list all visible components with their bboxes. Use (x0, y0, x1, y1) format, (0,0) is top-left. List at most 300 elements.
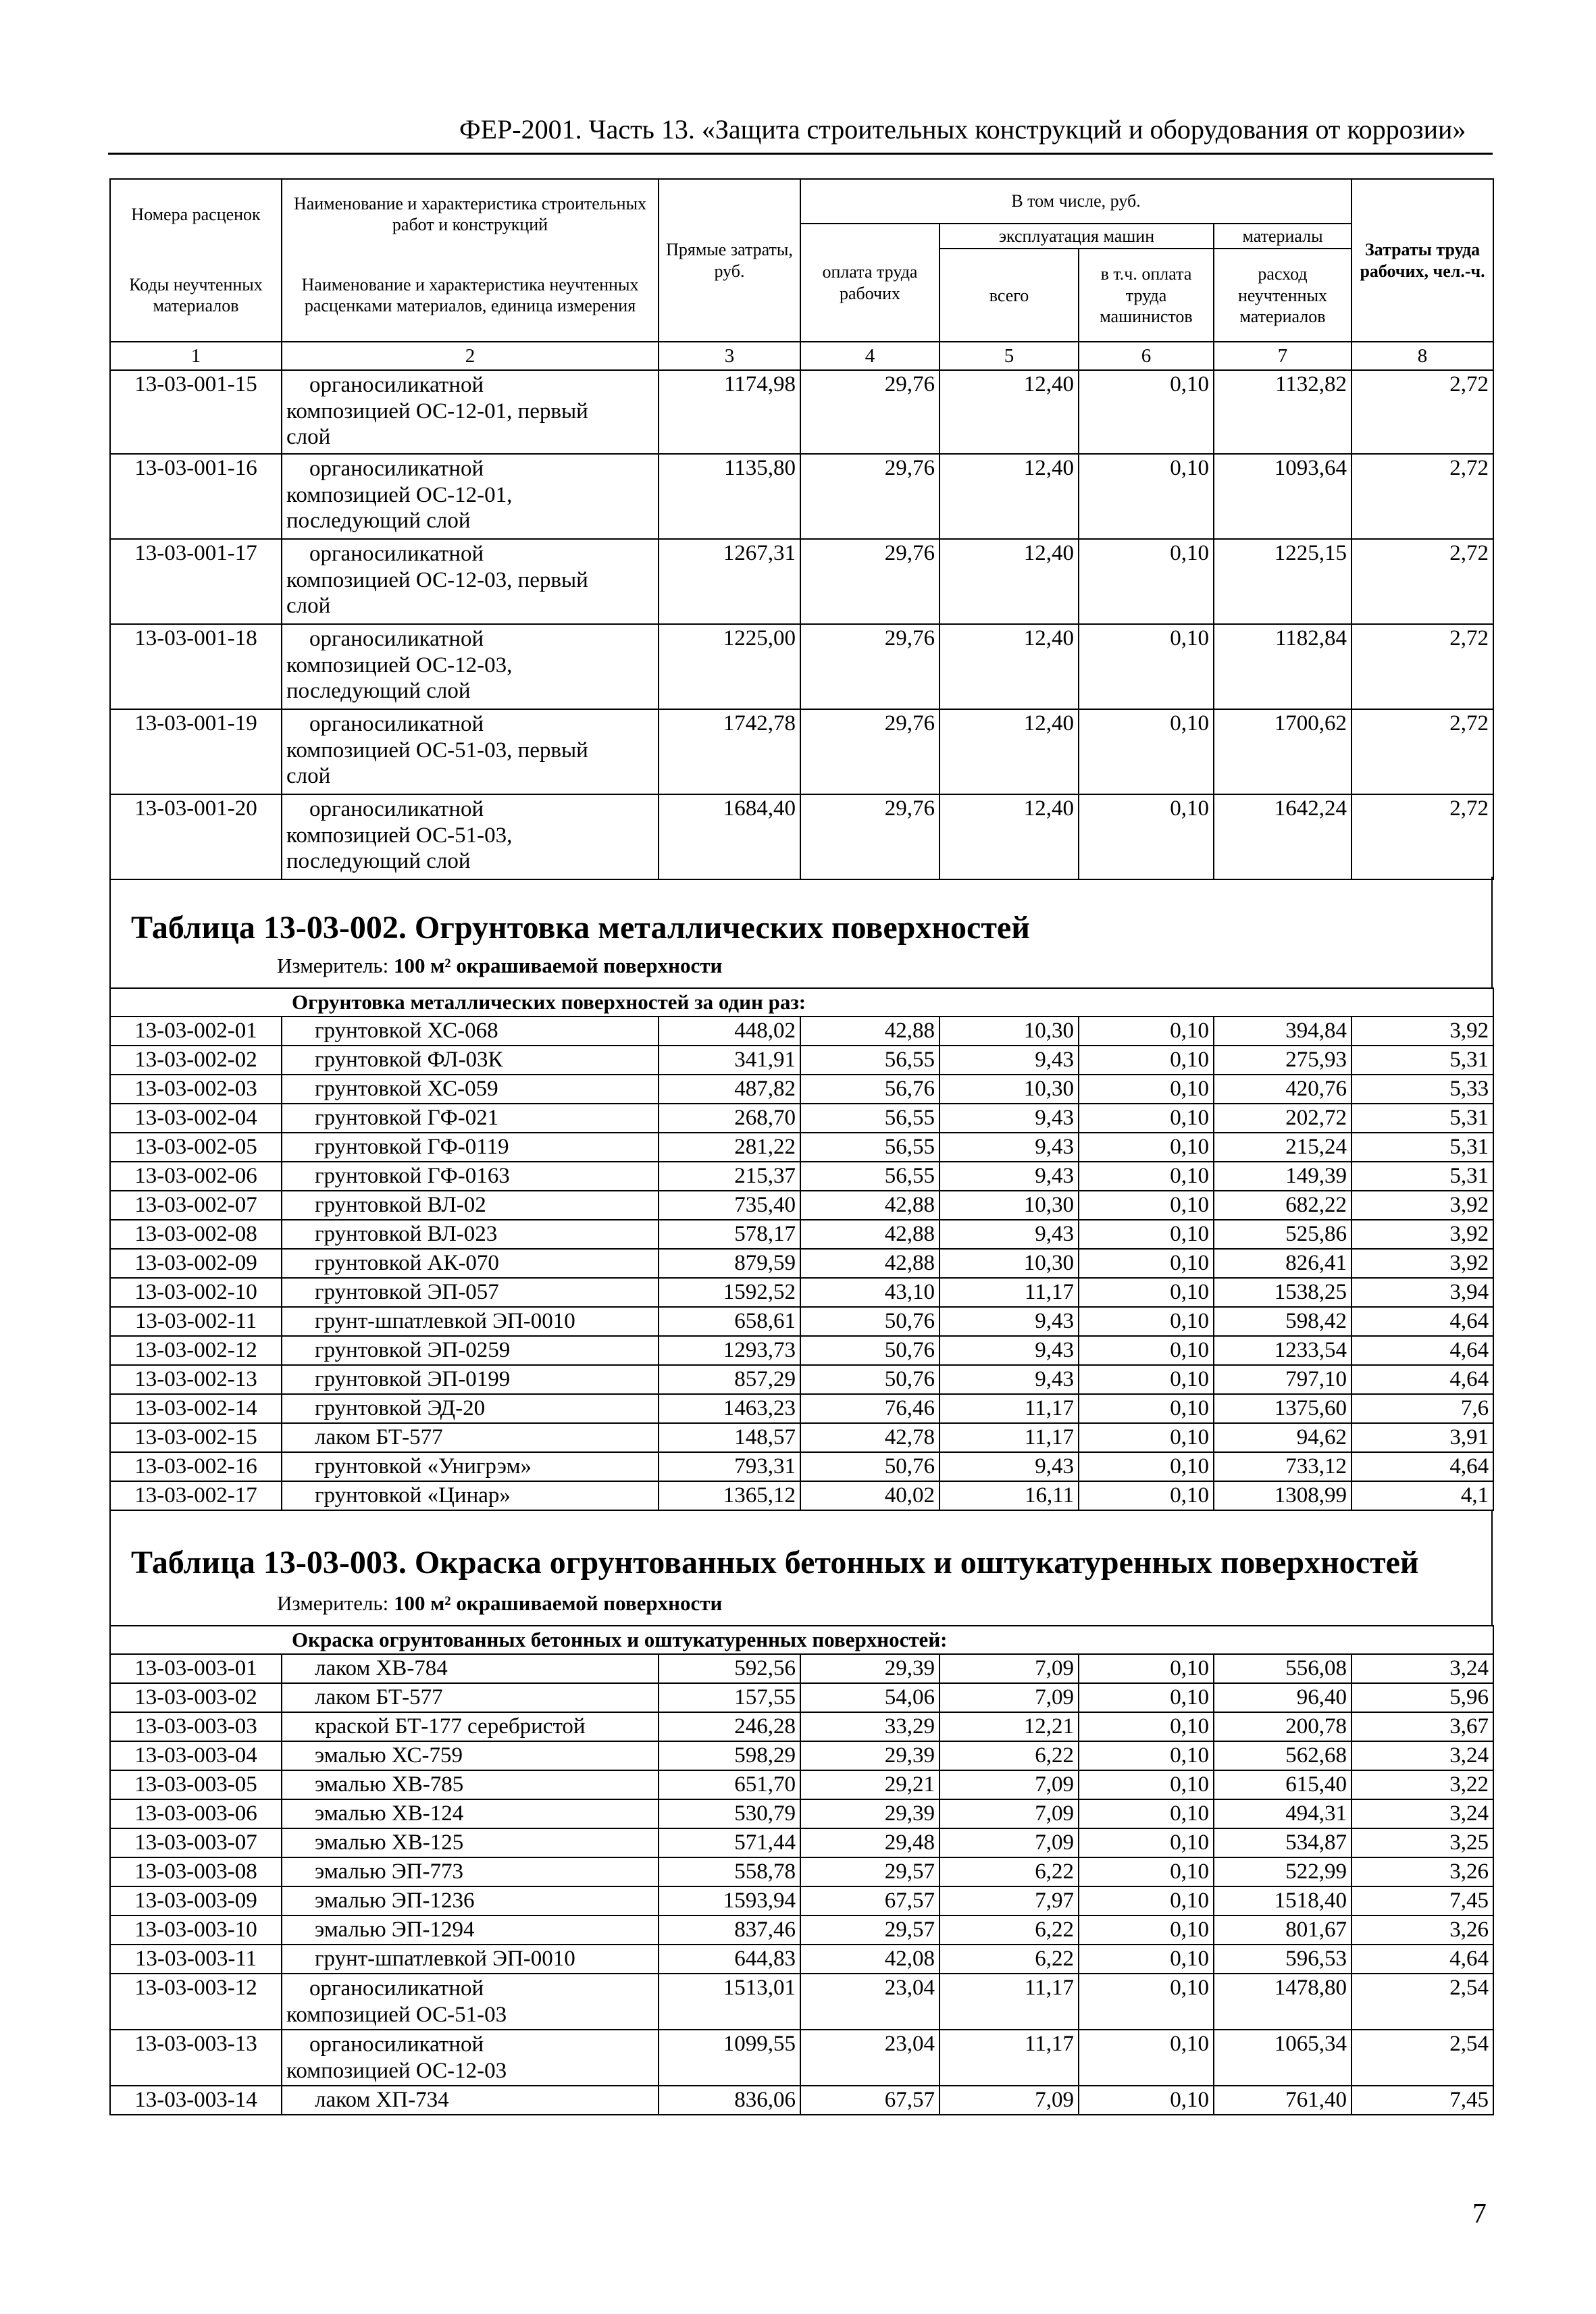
labor-hours-cell: 2,72 (1352, 624, 1493, 709)
machine-cost-cell: 7,09 (939, 1683, 1079, 1712)
work-name-cell (282, 370, 659, 454)
col-num-1: 1 (110, 342, 282, 370)
machinist-labor-cell: 0,10 (1079, 1886, 1214, 1916)
work-name-line-1: органосиликатной (309, 712, 484, 737)
work-name-line-2: композицией ОС-51-03, (286, 823, 513, 848)
work-name-cell (282, 454, 659, 539)
material-cost-cell: 682,22 (1214, 1191, 1352, 1220)
table-row (110, 1220, 1493, 1249)
labor-cost-cell: 33,29 (800, 1712, 939, 1741)
material-cost-cell: 1518,40 (1214, 1886, 1352, 1916)
labor-cost-cell: 50,76 (800, 1336, 939, 1365)
rate-code-cell: 13-03-002-03 (110, 1075, 282, 1104)
labor-cost-cell: 29,76 (800, 539, 939, 624)
work-name-cell: грунт-шпатлевкой ЭП-0010 (282, 1945, 659, 1974)
machinist-labor-cell: 0,10 (1079, 1945, 1214, 1974)
rate-code-cell: 13-03-001-19 (110, 709, 282, 794)
work-name-cell: лаком ХВ-784 (282, 1654, 659, 1683)
labor-cost-cell: 23,04 (800, 1974, 939, 2030)
work-name-cell: грунтовкой ЭП-057 (282, 1278, 659, 1307)
labor-cost-cell: 43,10 (800, 1278, 939, 1307)
work-name-line-2: композицией ОС-51-03 (286, 2002, 507, 2027)
machinist-labor-cell: 0,10 (1079, 454, 1214, 539)
work-name-cell: краской БТ-177 серебристой (282, 1712, 659, 1741)
col-num-4: 4 (800, 342, 939, 370)
direct-cost-cell: 658,61 (659, 1307, 800, 1336)
direct-cost-cell: 448,02 (659, 1017, 800, 1046)
rate-code-cell: 13-03-003-02 (110, 1683, 282, 1712)
labor-cost-cell: 56,55 (800, 1133, 939, 1162)
labor-hours-cell: 3,92 (1352, 1249, 1493, 1278)
direct-cost-cell: 837,46 (659, 1916, 800, 1945)
col3-header: Прямые затраты, руб. (659, 179, 800, 342)
work-name-cell: эмалью ХС-759 (282, 1741, 659, 1770)
labor-hours-cell: 4,64 (1352, 1945, 1493, 1974)
labor-cost-cell: 23,04 (800, 2030, 939, 2086)
material-cost-cell: 596,53 (1214, 1945, 1352, 1974)
rate-code-cell: 13-03-002-15 (110, 1423, 282, 1452)
table-13-03-002 (109, 987, 1494, 1511)
direct-cost-cell: 836,06 (659, 2086, 800, 2115)
machine-cost-cell: 12,40 (939, 454, 1079, 539)
rate-code-cell: 13-03-003-08 (110, 1857, 282, 1886)
col4-header: оплата труда рабочих (800, 224, 939, 342)
machinist-labor-cell: 0,10 (1079, 1249, 1214, 1278)
rate-code-cell: 13-03-002-14 (110, 1394, 282, 1423)
direct-cost-cell: 592,56 (659, 1654, 800, 1683)
table-row (110, 1481, 1493, 1510)
labor-cost-cell: 29,39 (800, 1654, 939, 1683)
work-name-cell: лаком БТ-577 (282, 1423, 659, 1452)
table-row (110, 1075, 1493, 1104)
machines-header: эксплуатация машин (939, 224, 1214, 249)
section-2-measure-value: 100 м² окрашиваемой поверхности (393, 954, 723, 977)
material-cost-cell: 1182,84 (1214, 624, 1352, 709)
materials-header: материалы (1214, 224, 1352, 249)
machine-cost-cell: 7,09 (939, 1828, 1079, 1857)
col8-header: Затраты труда рабочих, чел.-ч. (1352, 179, 1493, 342)
material-cost-cell: 1065,34 (1214, 2030, 1352, 2086)
rate-code-cell: 13-03-003-04 (110, 1741, 282, 1770)
work-name-cell: грунтовкой «Унигрэм» (282, 1452, 659, 1481)
labor-cost-cell: 29,57 (800, 1857, 939, 1886)
table-13-03-003 (109, 1625, 1494, 2115)
table-13-03-001 (109, 178, 1494, 880)
material-cost-cell: 202,72 (1214, 1104, 1352, 1133)
section-2-measure (277, 954, 722, 978)
machinist-labor-cell: 0,10 (1079, 1916, 1214, 1945)
labor-cost-cell: 29,76 (800, 709, 939, 794)
work-name-line-1: органосиликатной (309, 797, 484, 822)
work-name-cell: эмалью ЭП-773 (282, 1857, 659, 1886)
table-row (110, 1365, 1493, 1394)
rate-code-cell: 13-03-001-16 (110, 454, 282, 539)
direct-cost-cell: 644,83 (659, 1945, 800, 1974)
material-cost-cell: 1132,82 (1214, 370, 1352, 454)
machinist-labor-cell: 0,10 (1079, 1770, 1214, 1799)
labor-cost-cell: 42,78 (800, 1423, 939, 1452)
direct-cost-cell: 578,17 (659, 1220, 800, 1249)
col2-top-header: Наименование и характеристика строительных работ и конструкций (282, 179, 659, 249)
work-name-cell (282, 624, 659, 709)
machine-cost-cell: 6,22 (939, 1857, 1079, 1886)
rate-code-cell: 13-03-002-05 (110, 1133, 282, 1162)
machinist-labor-cell: 0,10 (1079, 370, 1214, 454)
labor-cost-cell: 42,88 (800, 1249, 939, 1278)
labor-hours-cell: 3,67 (1352, 1712, 1493, 1741)
material-cost-cell: 1308,99 (1214, 1481, 1352, 1510)
rate-code-cell: 13-03-003-09 (110, 1886, 282, 1916)
work-name-line-3: последующий слой (286, 679, 471, 704)
table-row (110, 1770, 1493, 1799)
section-3-measure-label: Измеритель: (277, 1591, 389, 1615)
table-row (110, 1162, 1493, 1191)
direct-cost-cell: 558,78 (659, 1857, 800, 1886)
labor-cost-cell: 56,76 (800, 1075, 939, 1104)
col1-bottom-header: Коды неучтенных материалов (110, 249, 282, 342)
labor-hours-cell: 2,72 (1352, 539, 1493, 624)
labor-cost-cell: 50,76 (800, 1307, 939, 1336)
table-row (110, 1046, 1493, 1075)
machine-cost-cell: 11,17 (939, 1423, 1079, 1452)
table-row (110, 624, 1493, 709)
material-cost-cell: 1093,64 (1214, 454, 1352, 539)
work-name-line-1: органосиликатной (309, 457, 484, 482)
direct-cost-cell: 157,55 (659, 1683, 800, 1712)
machine-cost-cell: 10,30 (939, 1249, 1079, 1278)
machine-cost-cell: 12,40 (939, 709, 1079, 794)
work-name-line-1: органосиликатной (309, 542, 484, 567)
work-name-cell: эмалью ХВ-785 (282, 1770, 659, 1799)
work-name-cell: грунтовкой ХС-068 (282, 1017, 659, 1046)
labor-cost-cell: 56,55 (800, 1162, 939, 1191)
labor-hours-cell: 2,72 (1352, 709, 1493, 794)
rate-code-cell: 13-03-001-18 (110, 624, 282, 709)
work-name-cell: грунтовкой ГФ-0119 (282, 1133, 659, 1162)
table-row (110, 1654, 1493, 1683)
rate-code-cell: 13-03-003-11 (110, 1945, 282, 1974)
machinist-labor-cell: 0,10 (1079, 2030, 1214, 2086)
rate-code-cell: 13-03-001-20 (110, 794, 282, 879)
labor-hours-cell: 2,72 (1352, 454, 1493, 539)
direct-cost-cell: 268,70 (659, 1104, 800, 1133)
direct-cost-cell: 1742,78 (659, 709, 800, 794)
machine-cost-cell: 10,30 (939, 1017, 1079, 1046)
machine-cost-cell: 11,17 (939, 1278, 1079, 1307)
work-name-line-1: органосиликатной (309, 627, 484, 652)
work-name-line-2: композицией ОС-12-01, (286, 482, 513, 507)
labor-cost-cell: 42,88 (800, 1220, 939, 1249)
included-header: В том числе, руб. (800, 179, 1352, 224)
direct-cost-cell: 598,29 (659, 1741, 800, 1770)
labor-hours-cell: 5,96 (1352, 1683, 1493, 1712)
rate-code-cell: 13-03-002-16 (110, 1452, 282, 1481)
machine-cost-cell: 9,43 (939, 1162, 1079, 1191)
machine-cost-cell: 10,30 (939, 1191, 1079, 1220)
machinist-labor-cell: 0,10 (1079, 539, 1214, 624)
rate-code-cell: 13-03-002-11 (110, 1307, 282, 1336)
machinist-labor-cell: 0,10 (1079, 794, 1214, 879)
direct-cost-cell: 487,82 (659, 1075, 800, 1104)
machinist-labor-cell: 0,10 (1079, 1974, 1214, 2030)
machinist-labor-cell: 0,10 (1079, 1828, 1214, 1857)
labor-hours-cell: 7,45 (1352, 2086, 1493, 2115)
direct-cost-cell: 1593,94 (659, 1886, 800, 1916)
table-row (110, 1307, 1493, 1336)
machine-cost-cell: 12,40 (939, 794, 1079, 879)
labor-hours-cell: 5,31 (1352, 1104, 1493, 1133)
labor-hours-cell: 2,72 (1352, 370, 1493, 454)
table-row (110, 1278, 1493, 1307)
material-cost-cell: 1642,24 (1214, 794, 1352, 879)
labor-hours-cell: 3,92 (1352, 1017, 1493, 1046)
machine-cost-cell: 9,43 (939, 1307, 1079, 1336)
machinist-labor-cell: 0,10 (1079, 1133, 1214, 1162)
work-name-line-1: органосиликатной (309, 1976, 484, 2001)
material-cost-cell: 1478,80 (1214, 1974, 1352, 2030)
labor-cost-cell: 29,76 (800, 794, 939, 879)
material-cost-cell: 522,99 (1214, 1857, 1352, 1886)
col7-header: расход неучтенных материалов (1214, 249, 1352, 342)
labor-hours-cell: 7,45 (1352, 1886, 1493, 1916)
machinist-labor-cell: 0,10 (1079, 1423, 1214, 1452)
machinist-labor-cell: 0,10 (1079, 1799, 1214, 1828)
work-name-cell: грунт-шпатлевкой ЭП-0010 (282, 1307, 659, 1336)
col-num-8: 8 (1352, 342, 1493, 370)
labor-cost-cell: 29,76 (800, 624, 939, 709)
material-cost-cell: 494,31 (1214, 1799, 1352, 1828)
table-row (110, 1974, 1493, 2030)
machine-cost-cell: 16,11 (939, 1481, 1079, 1510)
labor-cost-cell: 29,76 (800, 370, 939, 454)
machine-cost-cell: 9,43 (939, 1046, 1079, 1075)
col-num-7: 7 (1214, 342, 1352, 370)
table-row (110, 1741, 1493, 1770)
labor-hours-cell: 4,64 (1352, 1452, 1493, 1481)
machine-cost-cell: 7,09 (939, 2086, 1079, 2115)
machine-cost-cell: 6,22 (939, 1945, 1079, 1974)
material-cost-cell: 275,93 (1214, 1046, 1352, 1075)
labor-cost-cell: 29,39 (800, 1799, 939, 1828)
work-name-cell: грунтовкой ФЛ-03К (282, 1046, 659, 1075)
table-row (110, 794, 1493, 879)
table-row (110, 1423, 1493, 1452)
section-2-title: Таблица 13-03-002. Огрунтовка металлических поверхностей (131, 910, 1030, 946)
labor-cost-cell: 76,46 (800, 1394, 939, 1423)
material-cost-cell: 797,10 (1214, 1365, 1352, 1394)
table-row (110, 1828, 1493, 1857)
direct-cost-cell: 148,57 (659, 1423, 800, 1452)
work-name-cell (282, 1974, 659, 2030)
table-row (110, 2030, 1493, 2086)
machinist-labor-cell: 0,10 (1079, 709, 1214, 794)
work-name-line-3: слой (286, 764, 331, 789)
direct-cost-cell: 651,70 (659, 1770, 800, 1799)
table-row (110, 1916, 1493, 1945)
table-row (110, 1394, 1493, 1423)
material-cost-cell: 826,41 (1214, 1249, 1352, 1278)
machine-cost-cell: 6,22 (939, 1916, 1079, 1945)
table-row (110, 1017, 1493, 1046)
rate-code-cell: 13-03-002-12 (110, 1336, 282, 1365)
direct-cost-cell: 1225,00 (659, 624, 800, 709)
rate-code-cell: 13-03-002-13 (110, 1365, 282, 1394)
machinist-labor-cell: 0,10 (1079, 1191, 1214, 1220)
labor-hours-cell: 3,94 (1352, 1278, 1493, 1307)
table-row (110, 709, 1493, 794)
material-cost-cell: 94,62 (1214, 1423, 1352, 1452)
work-name-cell: эмалью ЭП-1236 (282, 1886, 659, 1916)
rate-code-cell: 13-03-002-07 (110, 1191, 282, 1220)
col-num-6: 6 (1079, 342, 1214, 370)
labor-hours-cell: 3,24 (1352, 1799, 1493, 1828)
labor-hours-cell: 3,26 (1352, 1857, 1493, 1886)
material-cost-cell: 556,08 (1214, 1654, 1352, 1683)
rate-code-cell: 13-03-003-03 (110, 1712, 282, 1741)
rate-code-cell: 13-03-002-04 (110, 1104, 282, 1133)
material-cost-cell: 1233,54 (1214, 1336, 1352, 1365)
machine-cost-cell: 12,40 (939, 370, 1079, 454)
material-cost-cell: 200,78 (1214, 1712, 1352, 1741)
work-name-line-1: органосиликатной (309, 2032, 484, 2057)
labor-cost-cell: 42,08 (800, 1945, 939, 1974)
labor-hours-cell: 3,92 (1352, 1191, 1493, 1220)
rate-code-cell: 13-03-003-14 (110, 2086, 282, 2115)
material-cost-cell: 1700,62 (1214, 709, 1352, 794)
direct-cost-cell: 571,44 (659, 1828, 800, 1857)
labor-cost-cell: 29,39 (800, 1741, 939, 1770)
machine-cost-cell: 12,21 (939, 1712, 1079, 1741)
work-name-cell: грунтовкой ХС-059 (282, 1075, 659, 1104)
work-name-line-3: последующий слой (286, 509, 471, 534)
machine-cost-cell: 9,43 (939, 1365, 1079, 1394)
material-cost-cell: 534,87 (1214, 1828, 1352, 1857)
direct-cost-cell: 215,37 (659, 1162, 800, 1191)
machine-cost-cell: 11,17 (939, 2030, 1079, 2086)
direct-cost-cell: 1684,40 (659, 794, 800, 879)
work-name-cell (282, 2030, 659, 2086)
rate-code-cell: 13-03-002-17 (110, 1481, 282, 1510)
direct-cost-cell: 1135,80 (659, 454, 800, 539)
direct-cost-cell: 1365,12 (659, 1481, 800, 1510)
labor-hours-cell: 2,72 (1352, 794, 1493, 879)
work-name-cell (282, 709, 659, 794)
work-name-line-3: слой (286, 594, 331, 619)
rate-code-cell: 13-03-001-15 (110, 370, 282, 454)
labor-cost-cell: 67,57 (800, 1886, 939, 1916)
work-name-cell (282, 794, 659, 879)
material-cost-cell: 215,24 (1214, 1133, 1352, 1162)
labor-cost-cell: 42,88 (800, 1017, 939, 1046)
machine-cost-cell: 9,43 (939, 1104, 1079, 1133)
machine-cost-cell: 7,09 (939, 1799, 1079, 1828)
table-row (110, 1452, 1493, 1481)
col6-header: в т.ч. оплата труда машинистов (1079, 249, 1214, 342)
rate-code-cell: 13-03-002-01 (110, 1017, 282, 1046)
material-cost-cell: 615,40 (1214, 1770, 1352, 1799)
material-cost-cell: 761,40 (1214, 2086, 1352, 2115)
machinist-labor-cell: 0,10 (1079, 1162, 1214, 1191)
work-name-cell: эмалью ХВ-125 (282, 1828, 659, 1857)
page-number: 7 (1472, 2199, 1487, 2230)
machine-cost-cell: 7,97 (939, 1886, 1079, 1916)
work-name-line-2: композицией ОС-12-03, (286, 652, 513, 677)
labor-hours-cell: 4,64 (1352, 1307, 1493, 1336)
section-3-measure-value: 100 м² окрашиваемой поверхности (393, 1591, 723, 1615)
rate-code-cell: 13-03-003-06 (110, 1799, 282, 1828)
machine-cost-cell: 10,30 (939, 1075, 1079, 1104)
direct-cost-cell: 1267,31 (659, 539, 800, 624)
rate-code-cell: 13-03-003-07 (110, 1828, 282, 1857)
col1-top-header: Номера расценок (110, 179, 282, 249)
direct-cost-cell: 879,59 (659, 1249, 800, 1278)
rate-code-cell: 13-03-002-09 (110, 1249, 282, 1278)
section-3-subheader: Окраска огрунтованных бетонных и оштукатуренных поверхностей: (110, 1626, 1493, 1654)
section-3-title: Таблица 13-03-003. Окраска огрунтованных бетонных и оштукатуренных поверхностей (131, 1545, 1419, 1580)
table-row (110, 1712, 1493, 1741)
labor-hours-cell: 4,64 (1352, 1336, 1493, 1365)
table-row (110, 1799, 1493, 1828)
material-cost-cell: 525,86 (1214, 1220, 1352, 1249)
labor-cost-cell: 40,02 (800, 1481, 939, 1510)
labor-hours-cell: 2,54 (1352, 2030, 1493, 2086)
labor-cost-cell: 56,55 (800, 1104, 939, 1133)
machinist-labor-cell: 0,10 (1079, 1220, 1214, 1249)
machinist-labor-cell: 0,10 (1079, 1654, 1214, 1683)
labor-hours-cell: 3,25 (1352, 1828, 1493, 1857)
labor-hours-cell: 3,24 (1352, 1741, 1493, 1770)
machine-cost-cell: 6,22 (939, 1741, 1079, 1770)
machinist-labor-cell: 0,10 (1079, 1394, 1214, 1423)
rate-code-cell: 13-03-002-02 (110, 1046, 282, 1075)
rate-code-cell: 13-03-002-10 (110, 1278, 282, 1307)
table-row (110, 1249, 1493, 1278)
labor-hours-cell: 5,33 (1352, 1075, 1493, 1104)
work-name-line-2: композицией ОС-51-03, первый (286, 738, 588, 763)
labor-cost-cell: 67,57 (800, 2086, 939, 2115)
table-row (110, 2086, 1493, 2115)
work-name-line-1: органосиликатной (309, 373, 484, 398)
machinist-labor-cell: 0,10 (1079, 2086, 1214, 2115)
direct-cost-cell: 1592,52 (659, 1278, 800, 1307)
material-cost-cell: 1375,60 (1214, 1394, 1352, 1423)
rate-code-cell: 13-03-002-06 (110, 1162, 282, 1191)
labor-cost-cell: 29,57 (800, 1916, 939, 1945)
labor-cost-cell: 29,76 (800, 454, 939, 539)
rate-code-cell: 13-03-003-12 (110, 1974, 282, 2030)
machinist-labor-cell: 0,10 (1079, 1046, 1214, 1075)
machine-cost-cell: 9,43 (939, 1133, 1079, 1162)
machinist-labor-cell: 0,10 (1079, 1481, 1214, 1510)
machine-cost-cell: 12,40 (939, 539, 1079, 624)
material-cost-cell: 801,67 (1214, 1916, 1352, 1945)
direct-cost-cell: 1293,73 (659, 1336, 800, 1365)
labor-hours-cell: 3,24 (1352, 1654, 1493, 1683)
direct-cost-cell: 793,31 (659, 1452, 800, 1481)
work-name-cell (282, 539, 659, 624)
work-name-line-3: последующий слой (286, 849, 471, 874)
section-2-measure-label: Измеритель: (277, 954, 389, 977)
machine-cost-cell: 12,40 (939, 624, 1079, 709)
work-name-cell: грунтовкой «Цинар» (282, 1481, 659, 1510)
machinist-labor-cell: 0,10 (1079, 1857, 1214, 1886)
labor-cost-cell: 50,76 (800, 1365, 939, 1394)
work-name-cell: грунтовкой ВЛ-023 (282, 1220, 659, 1249)
machinist-labor-cell: 0,10 (1079, 1104, 1214, 1133)
machine-cost-cell: 9,43 (939, 1336, 1079, 1365)
rate-code-cell: 13-03-003-01 (110, 1654, 282, 1683)
table-row (110, 1133, 1493, 1162)
